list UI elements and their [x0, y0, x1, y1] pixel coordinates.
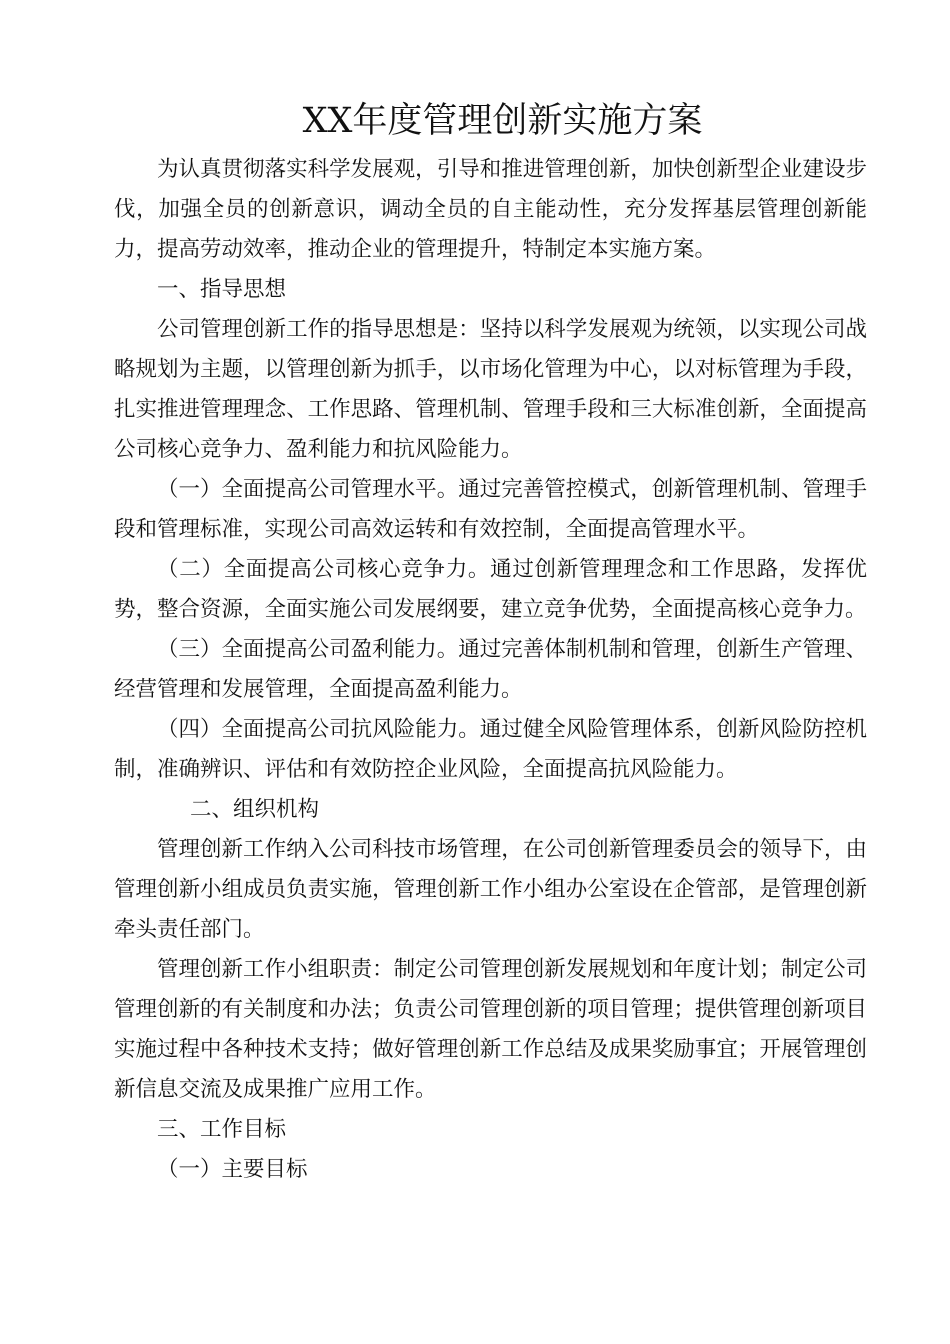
- section-3-heading: 三、工作目标: [157, 1117, 287, 1142]
- section-1-body: 公司管理创新工作的指导思想是：坚持以科学发展观为统领，以实现公司战略规划为主题，以管理创新为抓手，以市场化管理为中心，以对标管理为手段，扎实推进管理理念、工作思路、管理机制、管理手段和三大标准创新，全面提高公司核心竞争力、盈利能力和抗风险能力。: [114, 317, 867, 462]
- section-1-item-2: （二）全面提高公司核心竞争力。通过创新管理理念和工作思路，发挥优势，整合资源，全面实施公司发展纲要，建立竞争优势，全面提高核心竞争力。: [114, 557, 867, 622]
- intro-paragraph: 为认真贯彻落实科学发展观，引导和推进管理创新，加快创新型企业建设步伐，加强全员的创新意识，调动全员的自主能动性，充分发挥基层管理创新能力，提高劳动效率，推动企业的管理提升，特制定本实施方案。: [114, 157, 867, 262]
- section-2-paragraph-2: 管理创新工作小组职责：制定公司管理创新发展规划和年度计划；制定公司管理创新的有关制度和办法；负责公司管理创新的项目管理；提供管理创新项目实施过程中各种技术支持；做好管理创新工作总结及成果奖励事宜；开展管理创新信息交流及成果推广应用工作。: [114, 957, 867, 1102]
- section-1-item-1: （一）全面提高公司管理水平。通过完善管控模式，创新管理机制、管理手段和管理标准，实现公司高效运转和有效控制，全面提高管理水平。: [114, 477, 867, 542]
- section-2-heading: 二、组织机构: [190, 797, 320, 822]
- section-1-item-4: （四）全面提高公司抗风险能力。通过健全风险管理体系，创新风险防控机制，准确辨识、评估和有效防控企业风险，全面提高抗风险能力。: [114, 717, 867, 782]
- section-2-paragraph-1: 管理创新工作纳入公司科技市场管理，在公司创新管理委员会的领导下，由管理创新小组成员负责实施，管理创新工作小组办公室设在企管部，是管理创新牵头责任部门。: [114, 837, 867, 942]
- section-1-heading: 一、指导思想: [157, 277, 287, 302]
- document-title: XX年度管理创新实施方案: [302, 101, 703, 141]
- section-1-item-3: （三）全面提高公司盈利能力。通过完善体制机制和管理，创新生产管理、经营管理和发展管理，全面提高盈利能力。: [114, 637, 867, 702]
- section-3-subheading-1: （一）主要目标: [157, 1157, 308, 1182]
